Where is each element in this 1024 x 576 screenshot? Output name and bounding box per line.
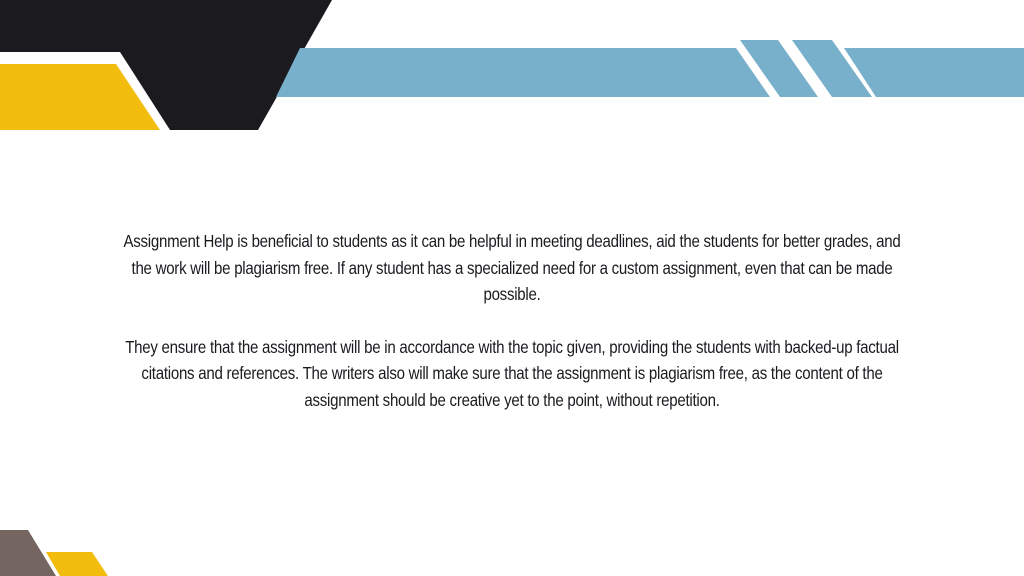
yellow-bottom-shape [46, 552, 108, 576]
blue-band-end [844, 48, 1024, 97]
body-text [123, 228, 900, 413]
paragraph-2: They ensure that the assignment will be in accordance with the topic given, providing the students with backed-up factual citations and references. The writers also will make sure that the assignment is plagiarism free, as the content of the assignment should be creative yet to the point, without repetition. [125, 336, 899, 410]
blue-band-main [276, 48, 770, 97]
paragraph-1: Assignment Help is beneficial to students as it can be helpful in meeting deadlines, aid the students for better grades, and the work will be plagiarism free. If any student has a specialized need for a custom assignment, even that can be made possible. [123, 231, 901, 304]
